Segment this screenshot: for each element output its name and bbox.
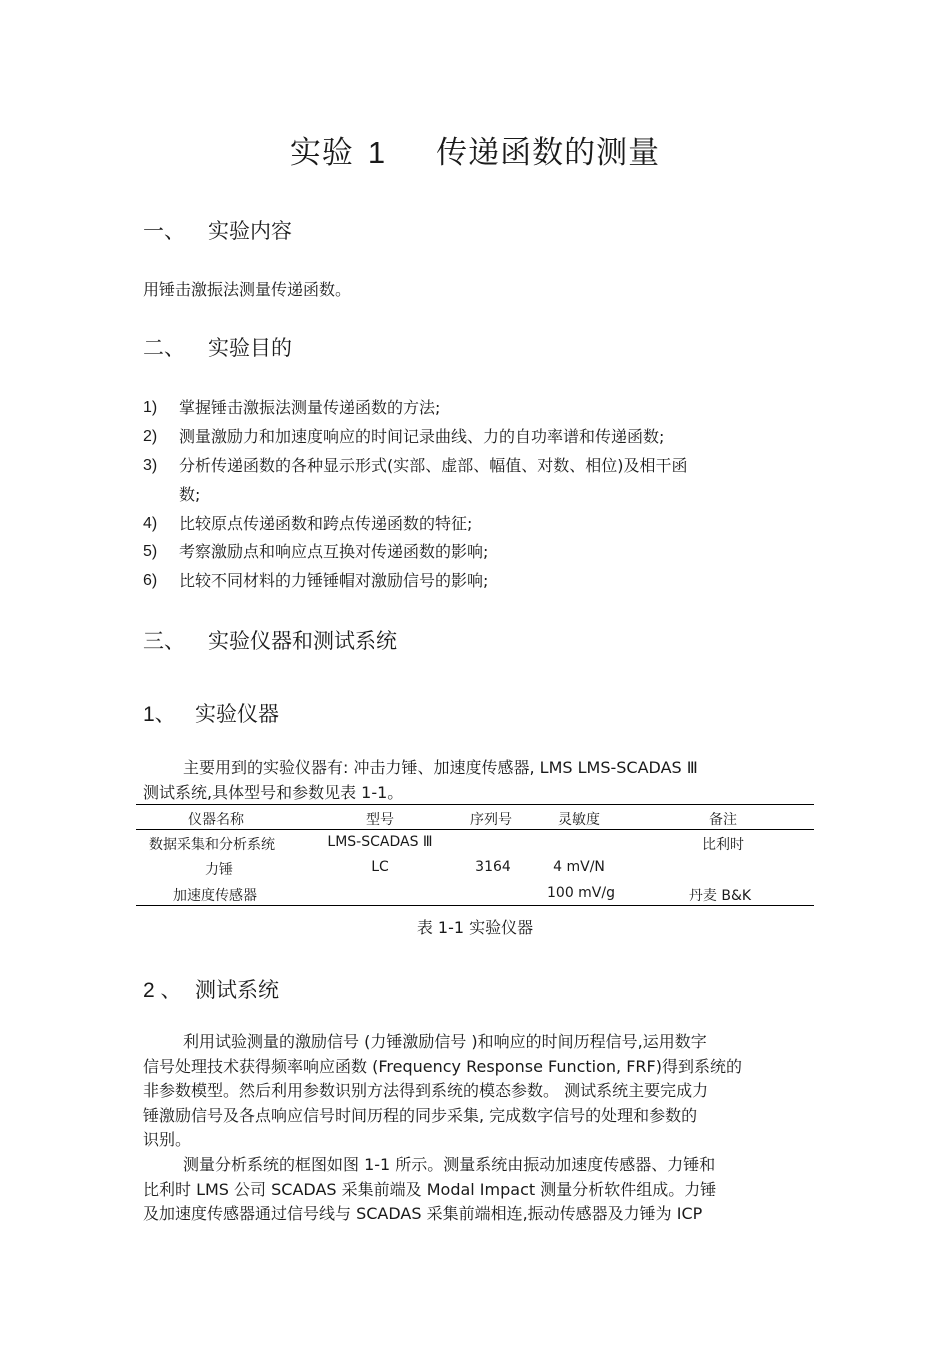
section-heading-instruments-system: 三、 实验仪器和测试系统 xyxy=(143,629,397,653)
table-cell: LC xyxy=(371,859,389,875)
title-text: 传递函数的测量 xyxy=(436,135,661,171)
instruments-intro: 主要用到的实验仪器有: 冲击力锤、加速度传感器, LMS LMS-SCADAS Ⅲ 测试系统,具体型号和参数见表 1-1。 xyxy=(143,758,698,802)
table-header-cell: 灵敏度 xyxy=(558,812,600,828)
list-item: 4) 比较原点传递函数和跨点传递函数的特征; xyxy=(143,513,473,533)
table-cell: 3164 xyxy=(475,859,511,875)
table-top-rule xyxy=(136,804,814,805)
list-item: 6) 比较不同材料的力锤锤帽对激励信号的影响; xyxy=(143,571,489,591)
test-system-paragraph-2: 测量分析系统的框图如图 1-1 所示。测量系统由振动加速度传感器、力锤和 比利时 LMS 公司 SCADAS 采集前端及 Modal Impact 测量分析软件组成。力锤 及加速度传感器通过信号线与 SCADAS 采集前端相连,振动传感器及力锤为 ICP xyxy=(143,1155,717,1223)
objectives-list xyxy=(143,397,823,599)
table-bottom-rule xyxy=(136,905,814,906)
content-text: 用锤击激振法测量传递函数。 xyxy=(143,280,352,299)
section-heading-objectives: 二、 实验目的 xyxy=(143,336,292,360)
list-item: 5) 考察激励点和响应点互换对传递函数的影响; xyxy=(143,542,489,562)
table-header-cell: 备注 xyxy=(709,812,737,828)
test-system-paragraph-1: 利用试验测量的激励信号 (力锤激励信号 )和响应的时间历程信号,运用数字 信号处理技术获得频率响应函数 (Frequency Response Function, FRF)得到系统的 非参数模型。然后利用参数识别方法得到系统的模态参数。 测试系统主要完成力 锤激励信号及各点响应信号时间历程的同步采集, 完成数字信号的处理和参数的 识别。 xyxy=(143,1032,742,1149)
table-cell: 比利时 xyxy=(702,837,744,853)
table-cell: LMS-SCADAS Ⅲ xyxy=(327,834,433,850)
list-item: 3) 分析传递函数的各种显示形式(实部、虚部、幅值、对数、相位)及相干函 数; xyxy=(143,455,688,504)
table-cell: 加速度传感器 xyxy=(173,888,257,904)
title-number: 1 xyxy=(367,135,387,170)
table-caption: 表 1-1 实验仪器 xyxy=(416,918,534,937)
table-header-cell: 序列号 xyxy=(470,812,512,828)
page-title xyxy=(0,127,950,172)
list-item: 1) 掌握锤击激振法测量传递函数的方法; xyxy=(143,398,441,417)
table-header-rule xyxy=(136,829,814,830)
table-cell: 数据采集和分析系统 xyxy=(149,837,275,853)
table-cell: 4 mV/N xyxy=(553,859,605,875)
title-prefix: 实验 xyxy=(289,135,354,171)
subsection-heading-instruments: 1、 实验仪器 xyxy=(143,702,279,726)
table-header-cell: 仪器名称 xyxy=(188,812,244,828)
list-item: 2) 测量激励力和加速度响应的时间记录曲线、力的自功率谱和传递函数; xyxy=(143,426,665,446)
table-cell: 丹麦 B&K xyxy=(688,888,752,904)
table-cell: 力锤 xyxy=(205,862,233,878)
section-heading-content: 一、 实验内容 xyxy=(143,219,292,243)
table-header-cell: 型号 xyxy=(366,812,394,828)
table-cell: 100 mV/g xyxy=(547,885,615,901)
subsection-heading-test-system: 2 、 测试系统 xyxy=(143,978,279,1002)
